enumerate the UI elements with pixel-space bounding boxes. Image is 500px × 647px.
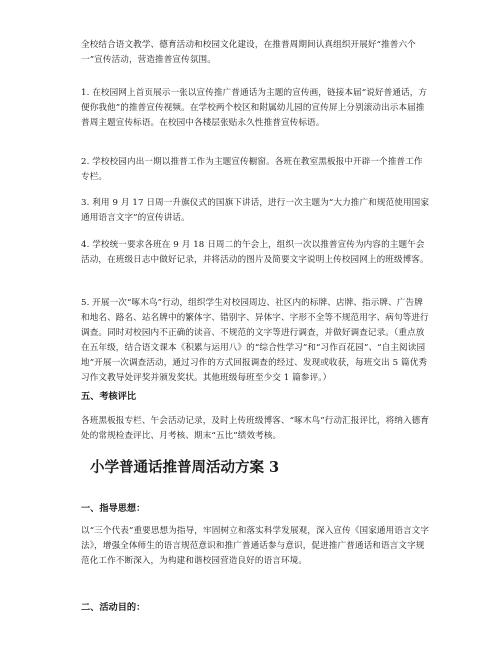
review-paragraph: 各班黑板报专栏、午会活动记录，及时上传班级博客、“啄木鸟”行动汇报评比，将纳入德育处的常规检查评比、月考核、期末“五比”绩效考核。 [81,416,430,441]
guide-heading: 一、指导思想： [81,503,146,514]
item-4-paragraph: 4. 学校统一要求各班在 9 月 18 日周二的午会上，组织一次以推普宣传为内容的主题午会活动，在班级日志中做好记录，并将活动的图片及简要文字说明上传校园网上的班级博客。 [81,240,429,265]
goals-heading: 二、活动目的： [81,602,146,613]
item-5-paragraph: 5. 开展一次“啄木鸟”行动，组织学生对校园周边、社区内的标牌、店牌、指示牌、广告牌和地名、路名、站名牌中的繁体字、错别字、异体字、字形不全等不规范用字、病句等进行调查。同时对校园内不正确的读音、不规范的文字等进行调查，并做好调查记录。（重点放在五年级，结合语文课本《积累与运用八》的“综合性学习”和“习作百花园”、“自主阅读园地”开展一次调查活动，通过习作的方式回报调查的经过、发现或收获，每班交出 5 篇优秀习作文教导处评奖并颁发奖状。其他班级每班至少交 1 篇参评。） [81,298,429,383]
review-heading: 五、考核评比 [81,391,137,402]
item-2-paragraph: 2. 学校校园内出一期以推普工作为主题宣传橱窗。各班在教室黑板报中开辟一个推普工作专栏。 [81,157,423,182]
item-1-paragraph: 1. 在校园网上首页展示一张以宣传推广普通话为主题的宣传画，链接本届“说好普通话，方便你我他”的推普宣传视频。在学校两个校区和附属幼儿园的宣传屏上分别滚动出示本届推普周主题宣传标语。在校园中各楼层张贴永久性推普宣传标语。 [81,88,428,128]
intro-paragraph: 全校结合语文教学、德育活动和校园文化建设，在推普周期间认真组织开展好“推普六个一”宣传活动，营造推普宣传氛围。 [81,40,416,65]
item-3-paragraph: 3. 利用 9 月 17 日周一升旗仪式的国旗下讲话，进行一次主题为“大力推广和规范使用国家通用语言文字”的宣传讲话。 [81,198,430,223]
guide-paragraph: 以“三个代表”重要思想为指导，牢固树立和落实科学发展观，深入宣传《国家通用语言文字法》，增强全体师生的语言规范意识和推广普通话参与意识，促进推广普通话和语言文字规范化工作不断深入，为构建和谐校园营造良好的语言环境。 [81,526,430,566]
plan-title: 小学普通话推普周活动方案 3 [90,459,280,476]
